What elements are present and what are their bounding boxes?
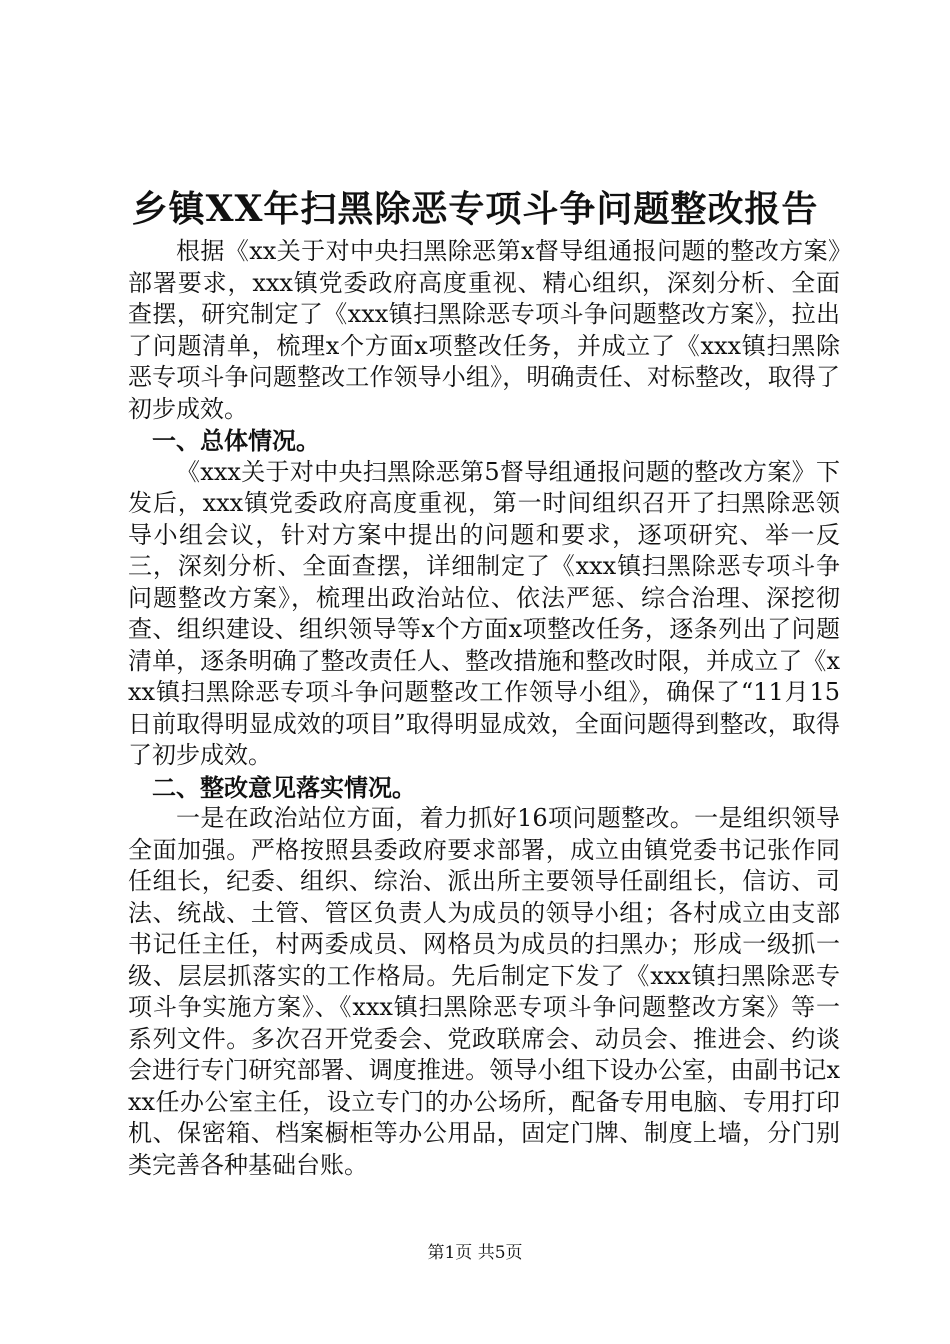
document-title: 乡镇XX年扫黑除恶专项斗争问题整改报告 bbox=[131, 188, 819, 230]
overview-paragraph: 《xxx关于对中央扫黑除恶第5督导组通报问题的整改方案》下发后，xxx镇党委政府高度重视，第一时间组织召开了扫黑除恶领导小组会议，针对方案中提出的问题和要求，逐项研究、举一反三，深刻分析、全面查摆，详细制定了《xxx镇扫黑除恶专项斗争问题整改方案》，梳理出政治站位、依法严惩、综合治理、深挖彻查、组织建设、组织领导等x个方面x项整改任务，逐条列出了问题清单，逐条明确了整改责任人、整改措施和整改时限，并成立了《xxx镇扫黑除恶专项斗争问题整改工作领导小组》，确保了“11月15日前取得明显成效的项目”取得明显成效，全面问题得到整改，取得了初步成效。 bbox=[128, 457, 840, 769]
section-heading-overview: 一、总体情况。 bbox=[152, 426, 320, 455]
implementation-paragraph: 一是在政治站位方面，着力抓好16项问题整改。一是组织领导全面加强。严格按照县委政府要求部署，成立由镇党委书记张作同任组长，纪委、组织、综治、派出所主要领导任副组长，信访、司法、统战、土管、管区负责人为成员的领导小组；各村成立由支部书记任主任，村两委成员、网格员为成员的扫黑办；形成一级抓一级、层层抓落实的工作格局。先后制定下发了《xxx镇扫黑除恶专项斗争实施方案》、《xxx镇扫黑除恶专项斗争问题整改方案》等一系列文件。多次召开党委会、党政联席会、动员会、推进会、约谈会进行专门研究部署、调度推进。领导小组下设办公室，由副书记xxx任办公室主任，设立专门的办公场所，配备专用电脑、专用打印机、保密箱、档案橱柜等办公用品，固定门牌、制度上墙，分门别类完善各种基础台账。 bbox=[128, 804, 840, 1179]
page-footer: 第1页 共5页 bbox=[427, 1243, 523, 1263]
document-body bbox=[128, 236, 840, 1181]
intro-paragraph: 根据《xx关于对中央扫黑除恶第x督导组通报问题的整改方案》部署要求，xxx镇党委政府高度重视、精心组织，深刻分析、全面查摆，研究制定了《xxx镇扫黑除恶专项斗争问题整改方案》，拉出了问题清单，梳理x个方面x项整改任务，并成立了《xxx镇扫黑除恶专项斗争问题整改工作领导小组》，明确责任、对标整改，取得了初步成效。 bbox=[128, 237, 840, 423]
section-heading-implementation: 二、整改意见落实情况。 bbox=[152, 772, 416, 802]
